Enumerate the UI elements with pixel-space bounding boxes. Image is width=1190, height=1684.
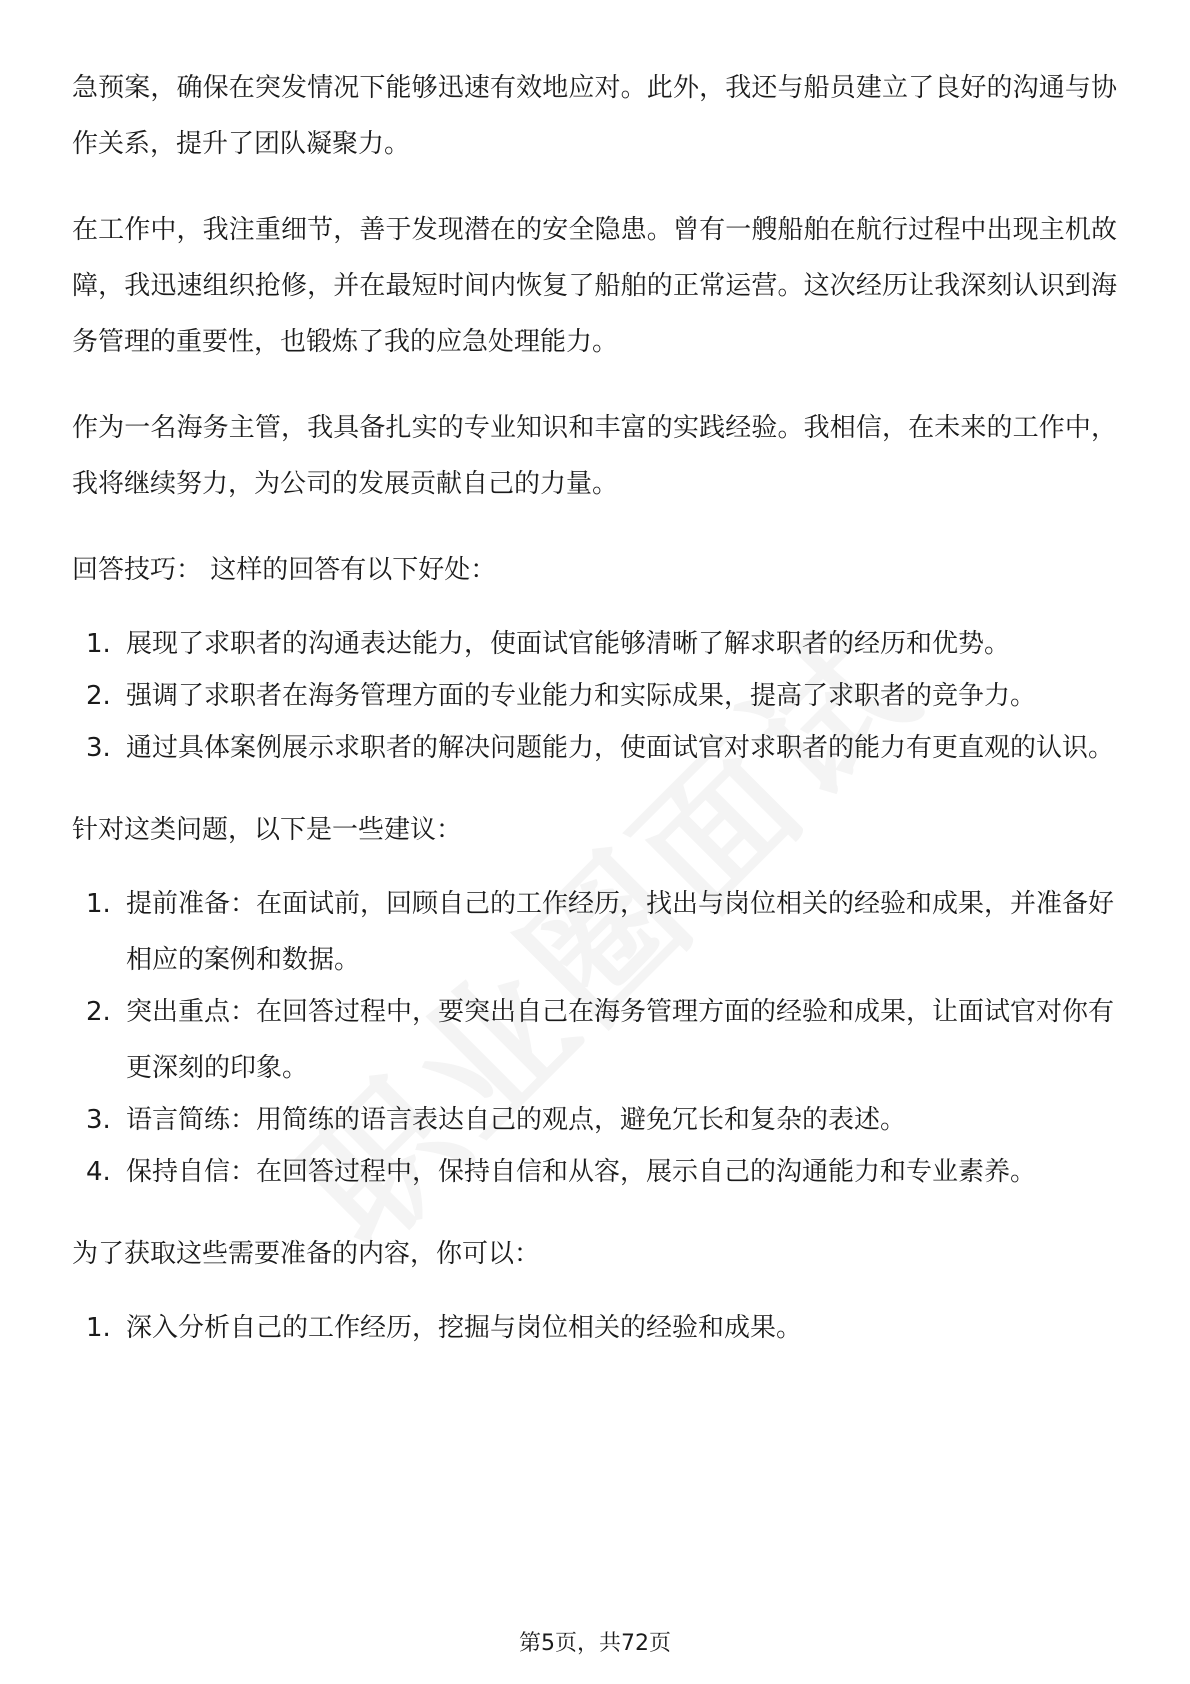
prep-list	[72, 1300, 1117, 1356]
benefits-list	[72, 616, 1117, 776]
page-number-footer: 第5页，共72页	[519, 1631, 671, 1656]
list-item-text: 通过具体案例展示求职者的解决问题能力，使面试官对求职者的能力有更直观的认识。	[126, 733, 1115, 763]
list-number: 3.	[86, 733, 111, 763]
list-item	[72, 1092, 1117, 1148]
list-item	[72, 616, 1117, 672]
list-item-text: 展现了求职者的沟通表达能力，使面试官能够清晰了解求职者的经历和优势。	[126, 629, 1011, 659]
list-number: 1.	[86, 629, 111, 659]
list-item	[72, 876, 1117, 988]
list-item-text: 提前准备：在面试前，回顾自己的工作经历，找出与岗位相关的经验和成果，并准备好相应的案例和数据。	[126, 889, 1115, 975]
list-number: 1.	[86, 889, 111, 919]
list-item	[72, 668, 1117, 724]
list-item	[72, 1144, 1117, 1200]
paragraph-emergency-plan: 急预案，确保在突发情况下能够迅速有效地应对。此外，我还与船员建立了良好的沟通与协作关系，提升了团队凝聚力。	[72, 73, 1117, 159]
list-item	[72, 984, 1117, 1096]
list-item-text: 强调了求职者在海务管理方面的专业能力和实际成果，提高了求职者的竞争力。	[126, 681, 1037, 711]
advice-list	[72, 876, 1117, 1200]
list-number: 3.	[86, 1105, 111, 1135]
paragraph-conclusion: 作为一名海务主管，我具备扎实的专业知识和丰富的实践经验。我相信，在未来的工作中，我将继续努力，为公司的发展贡献自己的力量。	[72, 413, 1117, 499]
list-item-text: 深入分析自己的工作经历，挖掘与岗位相关的经验和成果。	[126, 1313, 803, 1343]
list-item-text: 保持自信：在回答过程中，保持自信和从容，展示自己的沟通能力和专业素养。	[126, 1157, 1037, 1187]
list-item-text: 突出重点：在回答过程中，要突出自己在海务管理方面的经验和成果，让面试官对你有更深刻的印象。	[126, 997, 1115, 1083]
list-item	[72, 720, 1117, 776]
tips-heading: 回答技巧： 这样的回答有以下好处：	[72, 555, 497, 585]
prep-heading: 为了获取这些需要准备的内容，你可以：	[72, 1239, 541, 1269]
list-number: 2.	[86, 997, 111, 1027]
list-number: 2.	[86, 681, 111, 711]
list-item-text: 语言简练：用简练的语言表达自己的观点，避免冗长和复杂的表述。	[126, 1105, 907, 1135]
paragraph-attention-to-detail: 在工作中，我注重细节，善于发现潜在的安全隐患。曾有一艘船舶在航行过程中出现主机故障，我迅速组织抢修，并在最短时间内恢复了船舶的正常运营。这次经历让我深刻认识到海务管理的重要性，也锻炼了我的应急处理能力。	[72, 215, 1117, 357]
advice-heading: 针对这类问题，以下是一些建议：	[72, 815, 463, 845]
page-content	[72, 60, 1117, 1382]
list-number: 1.	[86, 1313, 111, 1343]
list-item	[72, 1300, 1117, 1356]
list-number: 4.	[86, 1157, 111, 1187]
